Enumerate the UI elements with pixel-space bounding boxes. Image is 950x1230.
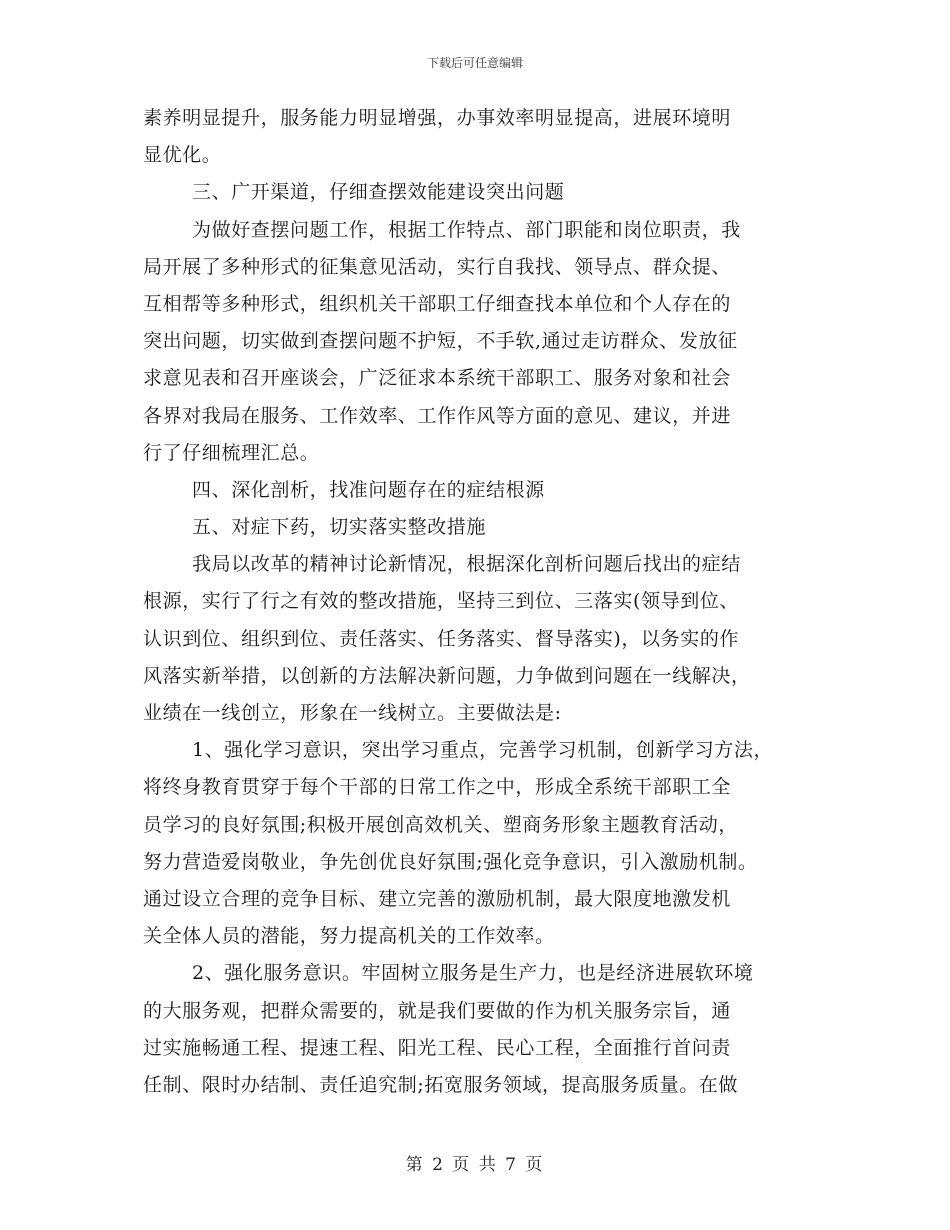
- body-line: 通过设立合理的竞争目标、建立完善的激励机制，最大限度地激发机: [143, 887, 732, 910]
- body-line: 素养明显提升，服务能力明显增强，办事效率明显提高，进展环境明: [143, 107, 732, 129]
- body-line: 我局以改革的精神讨论新情况，根据深化剖析问题后找出的症结: [192, 553, 741, 576]
- body-line: 三、广开渠道，仔细查摆效能建设突出问题: [192, 181, 565, 204]
- body-line: 关全体人员的潜能，努力提高机关的工作效率。: [143, 925, 555, 948]
- body-line: 根源，实行了行之有效的整改措施，坚持三到位、三落实(领导到位、: [143, 590, 740, 613]
- page-number-footer: 第 2 页 共 7 页: [405, 1155, 545, 1175]
- body-line: 四、深化剖析，找准问题存在的症结根源: [192, 478, 545, 501]
- body-line: 努力营造爱岗敬业，争先创优良好氛围;强化竞争意识，引入激励机制。: [143, 850, 758, 873]
- body-line: 2、强化服务意识。牢固树立服务是生产力，也是经济进展软环境: [192, 962, 754, 985]
- body-line: 各界对我局在服务、工作效率、工作作风等方面的意见、建议，并进: [143, 404, 732, 427]
- body-line: 显优化。: [143, 144, 222, 167]
- body-line: 突出问题，切实做到查摆问题不护短，不手软,通过走访群众、发放征: [143, 330, 738, 353]
- body-line: 业绩在一线创立，形象在一线树立。主要做法是:: [143, 702, 562, 724]
- body-line: 将终身教育贯穿于每个干部的日常工作之中，形成全系统干部职工全: [143, 776, 732, 799]
- body-line: 的大服务观，把群众需要的，就是我们要做的作为机关服务宗旨，通: [143, 999, 732, 1022]
- body-line: 任制、限时办结制、责任追究制;拓宽服务领域，提高服务质量。在做: [143, 1073, 739, 1096]
- body-line: 互相帮等多种形式，组织机关干部职工仔细查找本单位和个人存在的: [143, 292, 732, 315]
- body-line: 为做好查摆问题工作，根据工作特点、部门职能和岗位职责，我: [192, 218, 741, 241]
- body-line: 局开展了多种形式的征集意见活动，实行自我找、领导点、群众提、: [143, 255, 732, 278]
- body-line: 认识到位、组织到位、责任落实、任务落实、督导落实)，以务实的作: [143, 627, 740, 650]
- body-line: 1、强化学习意识，突出学习重点，完善学习机制，创新学习方法，: [192, 739, 774, 762]
- body-line: 风落实新举措，以创新的方法解决新问题，力争做到问题在一线解决，: [143, 664, 751, 687]
- body-line: 过实施畅通工程、提速工程、阳光工程、民心工程，全面推行首问责: [143, 1036, 732, 1059]
- body-line: 求意见表和召开座谈会，广泛征求本系统干部职工、服务对象和社会: [143, 367, 732, 390]
- body-line: 五、对症下药，切实落实整改措施: [192, 516, 487, 539]
- body-line: 员学习的良好氛围;积极开展创高效机关、塑商务形象主题教育活动，: [143, 813, 739, 836]
- page-header: 下载后可任意编辑: [426, 56, 523, 70]
- body-line: 行了仔细梳理汇总。: [143, 441, 320, 464]
- document-body: [143, 100, 833, 1104]
